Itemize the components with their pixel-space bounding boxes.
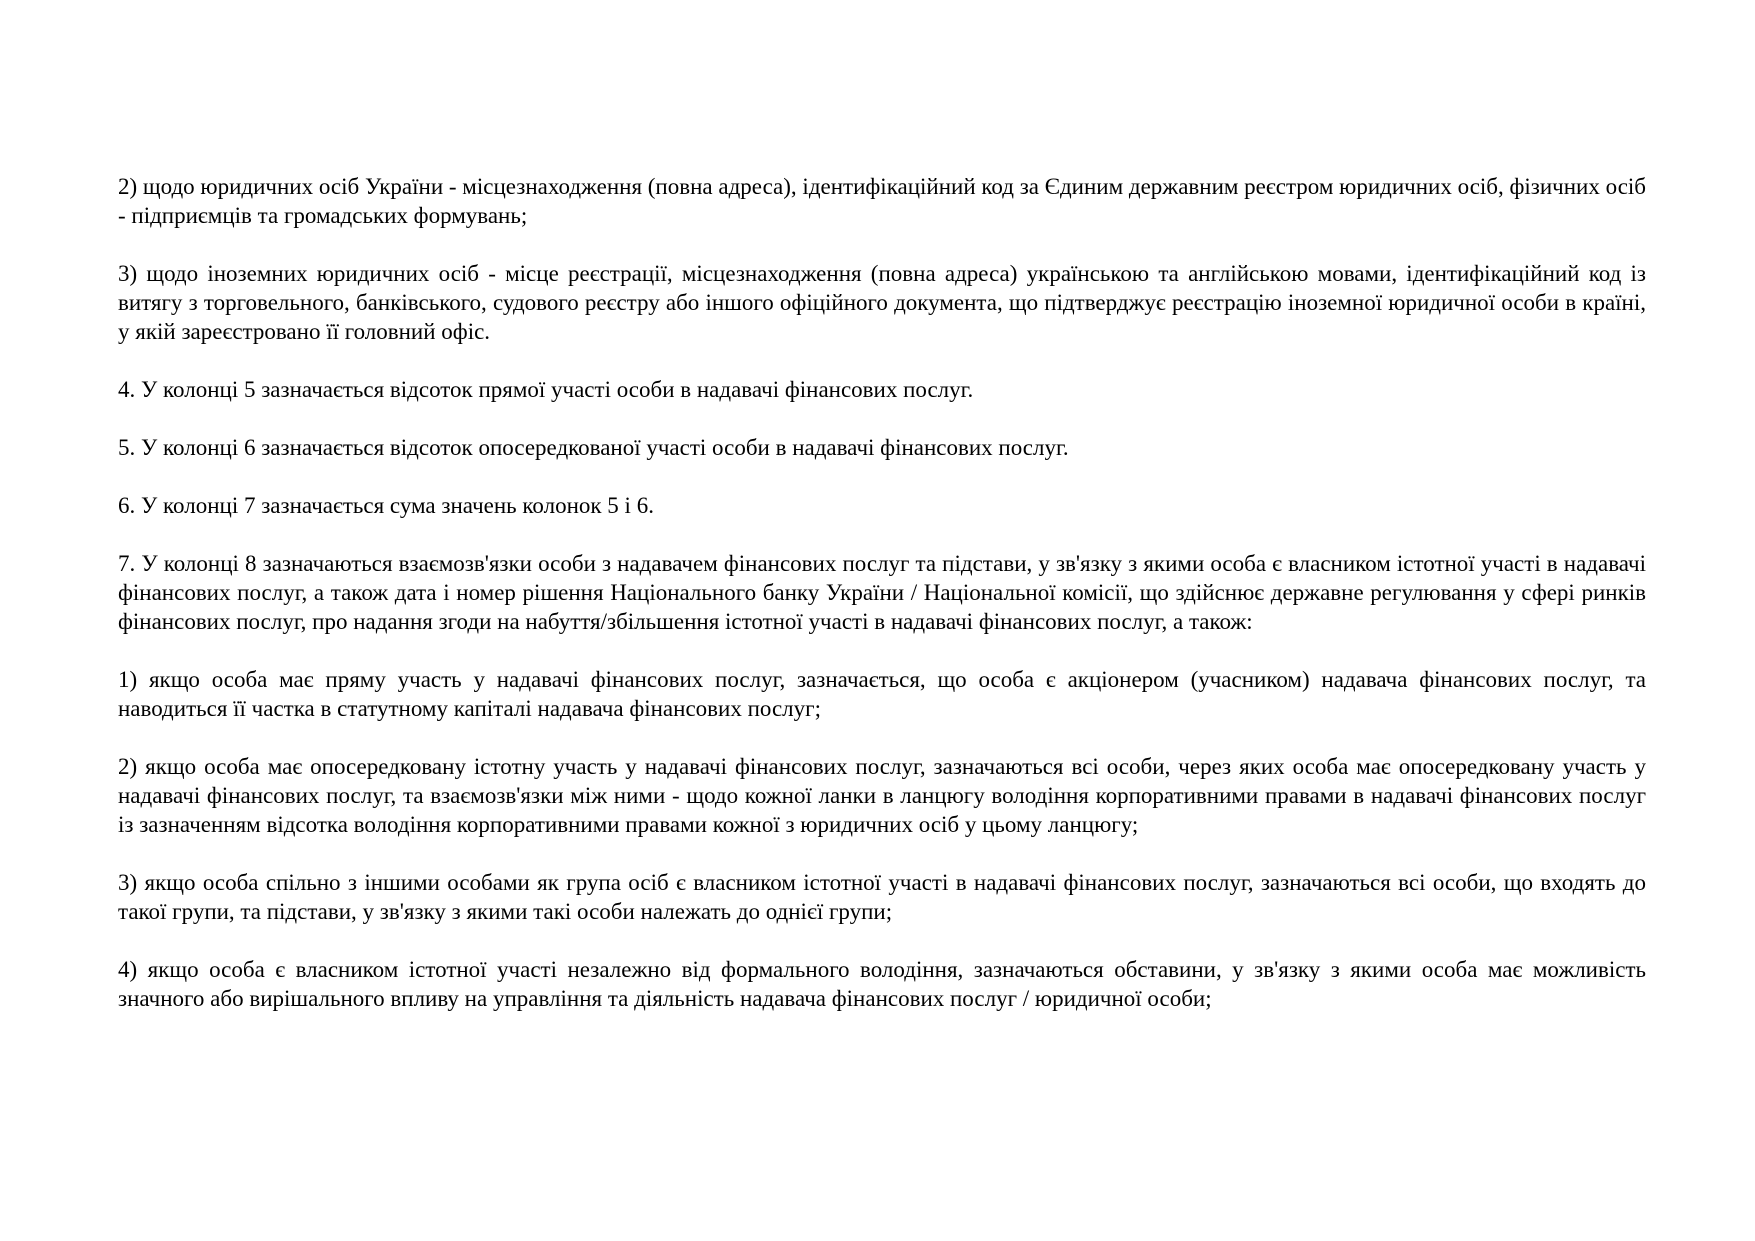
paragraph-column-6: 5. У колонці 6 зазначається відсоток опосередкованої участі особи в надавачі фінансових послуг. [118,435,1069,460]
paragraph-column-5: 4. У колонці 5 зазначається відсоток прямої участі особи в надавачі фінансових послуг. [118,377,974,402]
document-page [118,172,1646,1042]
paragraph-direct-participation: 1) якщо особа має пряму участь у надавачі фінансових послуг, зазначається, що особа є акціонером (учасником) надавача фінансових послуг, та наводиться її частка в статутному капіталі надавача фінансових послуг; [118,667,1646,721]
paragraph-column-8: 7. У колонці 8 зазначаються взаємозв'язки особи з надавачем фінансових послуг та підстави, у зв'язку з якими особа є власником істотної участі в надавачі фінансових послуг, а також дата і номер рішення Національного банку України / Національної комісії, що здійснює державне регулювання у сфері ринків фінансових послуг, про надання згоди на набуття/збільшення істотної участі в надавачі фінансових послуг, а також: [118,551,1646,634]
paragraph-legal-entities-ukraine: 2) щодо юридичних осіб України - місцезнаходження (повна адреса), ідентифікаційний код за Єдиним державним реєстром юридичних осіб, фізичних осіб - підприємців та громадських формувань; [118,174,1646,228]
paragraph-group-of-persons: 3) якщо особа спільно з іншими особами як група осіб є власником істотної участі в надавачі фінансових послуг, зазначаються всі особи, що входять до такої групи, та підстави, у зв'язку з якими такі особи належать до однієї групи; [118,870,1646,924]
paragraph-foreign-legal-entities: 3) щодо іноземних юридичних осіб - місце реєстрації, місцезнаходження (повна адреса) українською та англійською мовами, ідентифікаційний код із витягу з торговельного, банківського, судового реєстру або іншого офіційного документа, що підтверджує реєстрацію іноземної юридичної особи в країні, у якій зареєстровано її головний офіс. [118,261,1646,344]
paragraph-column-7: 6. У колонці 7 зазначається сума значень колонок 5 і 6. [118,493,654,518]
paragraph-influence-circumstances: 4) якщо особа є власником істотної участі незалежно від формального володіння, зазначаються обставини, у зв'язку з якими особа має можливість значного або вирішального впливу на управління та діяльність надавача фінансових послуг / юридичної особи; [118,957,1646,1011]
paragraph-indirect-participation: 2) якщо особа має опосередковану істотну участь у надавачі фінансових послуг, зазначаються всі особи, через яких особа має опосередковану участь у надавачі фінансових послуг, та взаємозв'язки між ними - щодо кожної ланки в ланцюгу володіння корпоративними правами в надавачі фінансових послуг із зазначенням відсотка володіння корпоративними правами кожної з юридичних осіб у цьому ланцюгу; [118,754,1646,837]
